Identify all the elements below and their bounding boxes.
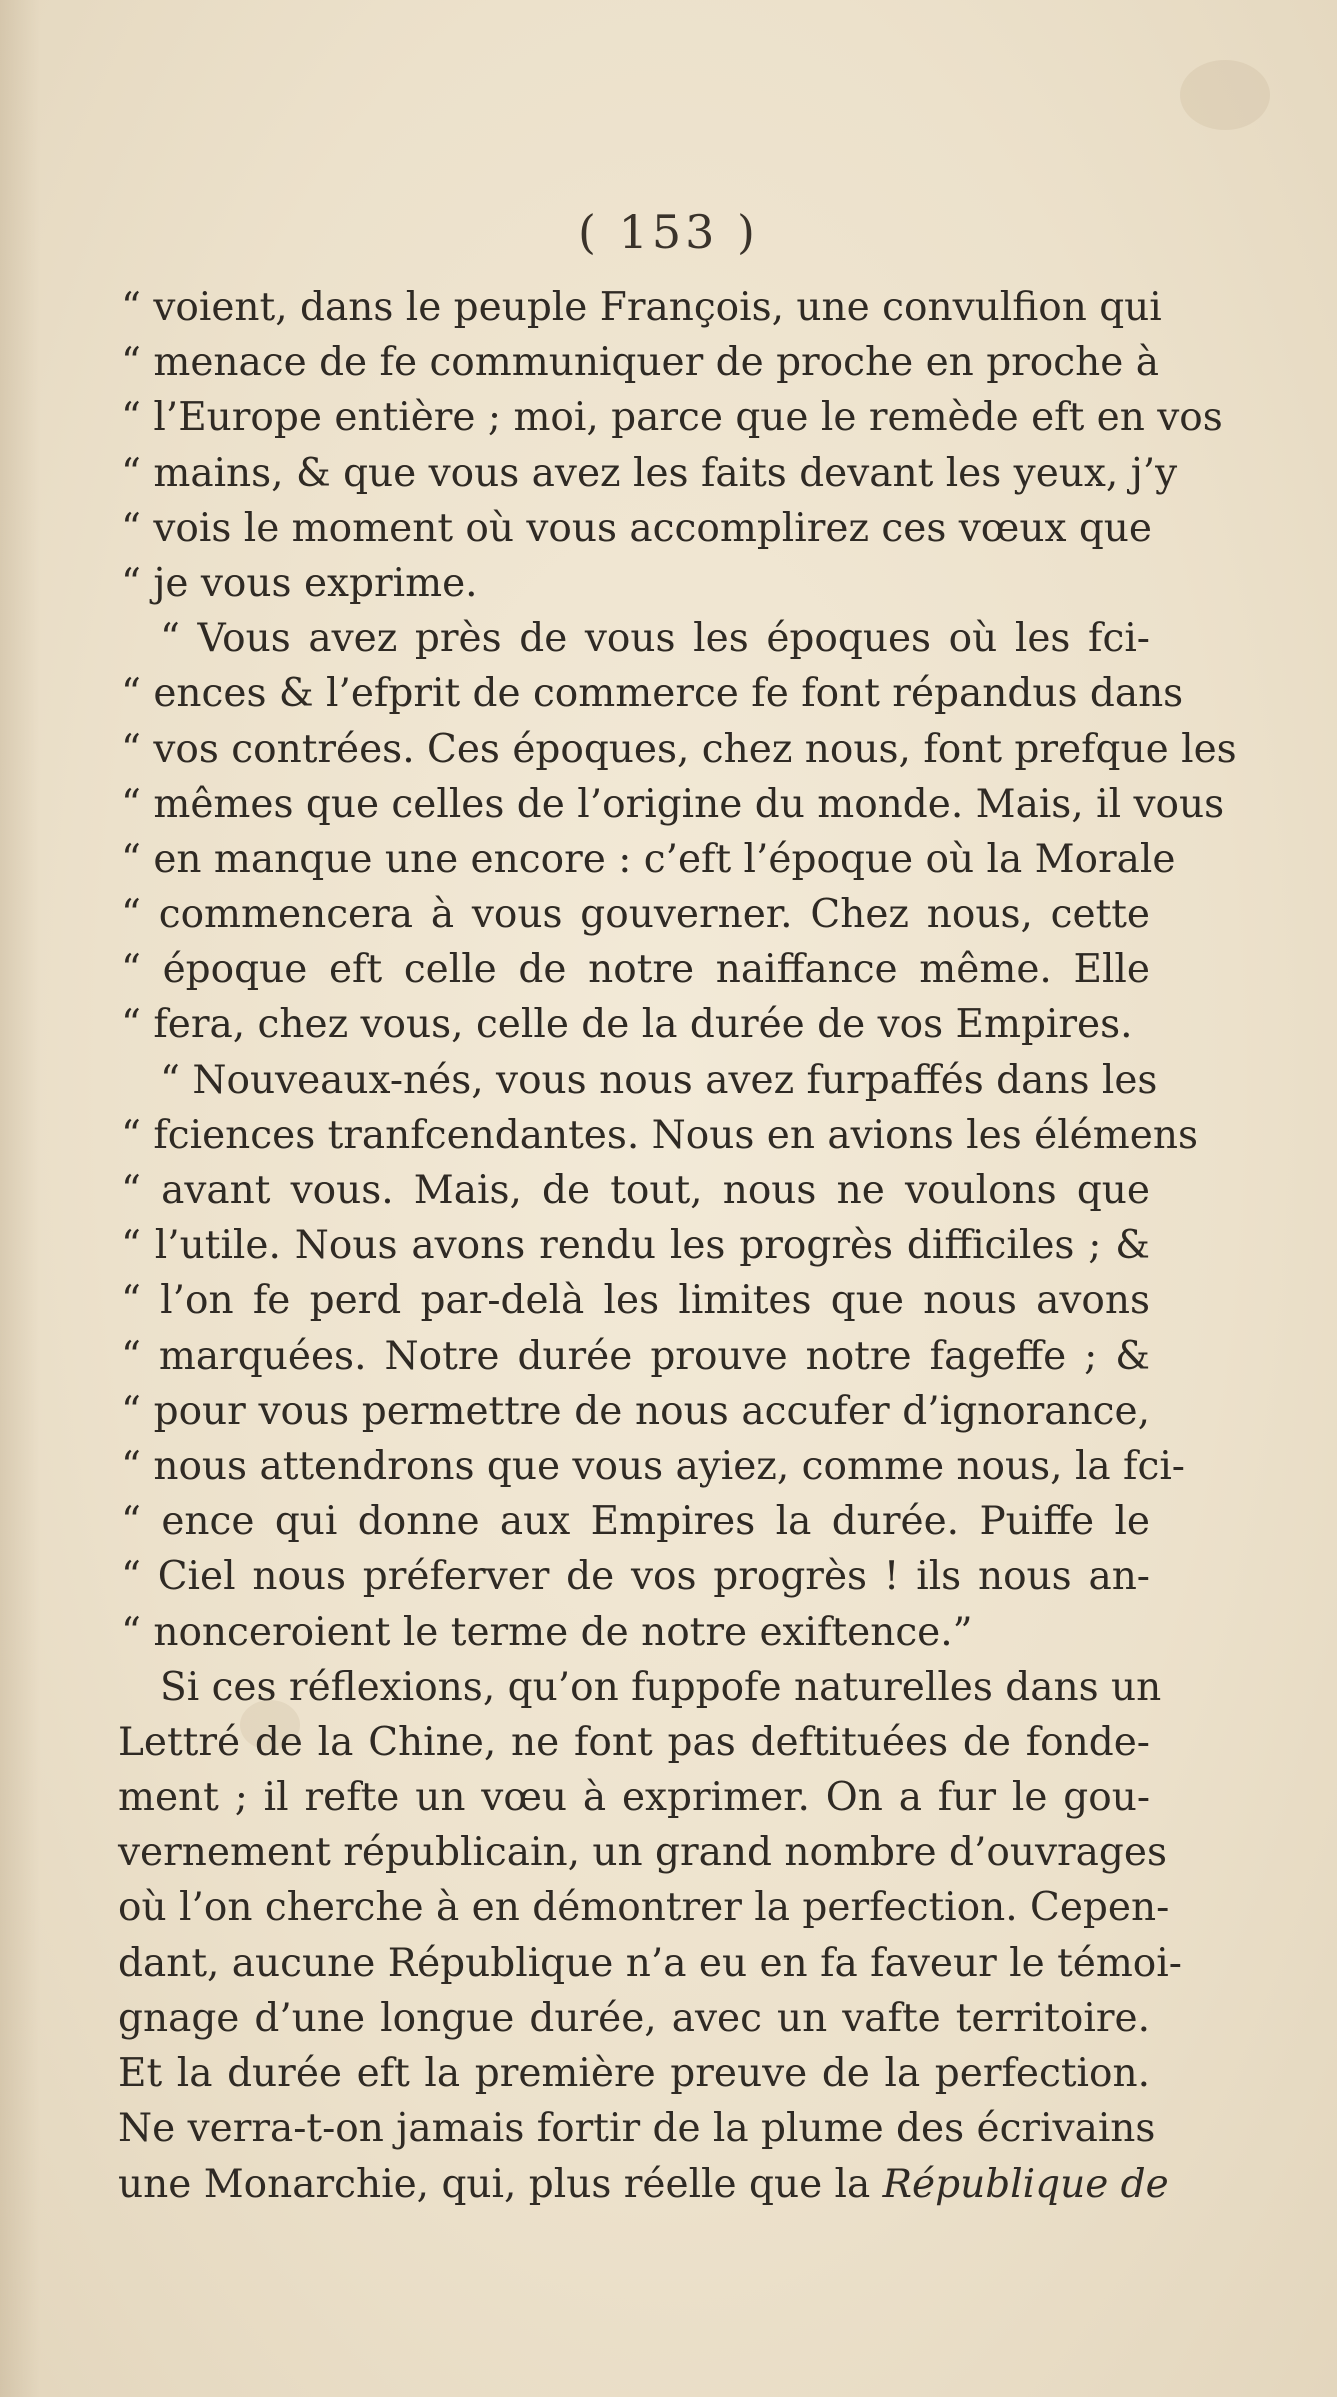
text-line: “ je vous exprime. [121, 560, 478, 606]
text-line: “ nonceroient le terme de notre exiftence.” [121, 1609, 973, 1655]
text-line: “ ences & l’efprit de commerce fe font répandus dans [121, 671, 1184, 717]
text-line: “ l’Europe entière ; moi, parce que le remède eft en vos [121, 395, 1223, 441]
text-line: “ menace de fe communiquer de proche en proche à [121, 340, 1159, 386]
text-line: “ fciences tranfcendantes. Nous en avions les élémens [121, 1112, 1198, 1158]
text-line: “ en manque une encore : c’eft l’époque où la Morale [121, 836, 1176, 882]
text-line: “ l’on fe perd par-delà les limites que nous avons [121, 1278, 1150, 1324]
final-line-container [118, 2157, 1169, 2212]
text-line: “ époque eft celle de notre naiffance même. Elle [121, 947, 1150, 993]
text-line: “ Ciel nous préferver de vos progrès ! ils nous an- [121, 1554, 1150, 1600]
text-line: “ marquées. Notre durée prouve notre fageffe ; & [121, 1333, 1150, 1379]
text-line: “ commencera à vous gouverner. Chez nous, cette [121, 892, 1150, 938]
text-line: “ avant vous. Mais, de tout, nous ne voulons que [121, 1168, 1150, 1213]
text-line: “ nous attendrons que vous ayiez, comme nous, la fci- [121, 1443, 1185, 1489]
text-line: “ Nouveaux-nés, vous nous avez furpaffés dans les [160, 1057, 1158, 1103]
text-line: “ mains, & que vous avez les faits devant les yeux, j’y [121, 450, 1178, 496]
text-line: “ voient, dans le peuple François, une convulfion qui [121, 285, 1162, 330]
text-line: Lettré de la Chine, ne font pas deftituées de fonde- [118, 1719, 1150, 1765]
text-line: “ pour vous permettre de nous accufer d’ignorance, [121, 1388, 1150, 1434]
text-line: “ l’utile. Nous avons rendu les progrès difficiles ; & [121, 1223, 1150, 1269]
text-line: “ vos contrées. Ces époques, chez nous, font prefque les [121, 726, 1237, 772]
text-line: ment ; il refte un vœu à exprimer. On a fur le gou- [118, 1775, 1150, 1821]
paper-stain [1180, 60, 1270, 130]
text-line: où l’on cherche à en démontrer la perfection. Cepen- [118, 1885, 1170, 1931]
text-line: vernement républicain, un grand nombre d’ouvrages [118, 1830, 1167, 1876]
text-line: dant, aucune République n’a eu en fa faveur le témoi- [118, 1940, 1182, 1986]
text-line: gnage d’une longue durée, avec un vafte territoire. [118, 1995, 1150, 2041]
page-edge-shadow [0, 0, 40, 2397]
text-line-final [118, 2157, 1169, 2212]
text-line: Et la durée eft la première preuve de la perfection. [118, 2051, 1150, 2096]
text-line: Si ces réflexions, qu’on fuppofe naturelles dans un [160, 1664, 1162, 1710]
text-line: “ fera, chez vous, celle de la durée de vos Empires. [121, 1002, 1133, 1048]
page-number: ( 153 ) [578, 205, 759, 259]
text-line: “ vois le moment où vous accomplirez ces vœux que [121, 505, 1153, 551]
final-line-roman: une Monarchie, qui, plus réelle que la [118, 2161, 883, 2207]
text-line: “ Vous avez près de vous les époques où les fci- [160, 616, 1150, 662]
text-line: Ne verra-t-on jamais fortir de la plume des écrivains [118, 2106, 1156, 2152]
final-line-italic: République de [882, 2161, 1169, 2207]
body-text [118, 280, 1237, 2156]
text-line: “ ence qui donne aux Empires la durée. Puiffe le [121, 1499, 1150, 1545]
text-line: “ mêmes que celles de l’origine du monde. Mais, il vous [121, 781, 1225, 827]
